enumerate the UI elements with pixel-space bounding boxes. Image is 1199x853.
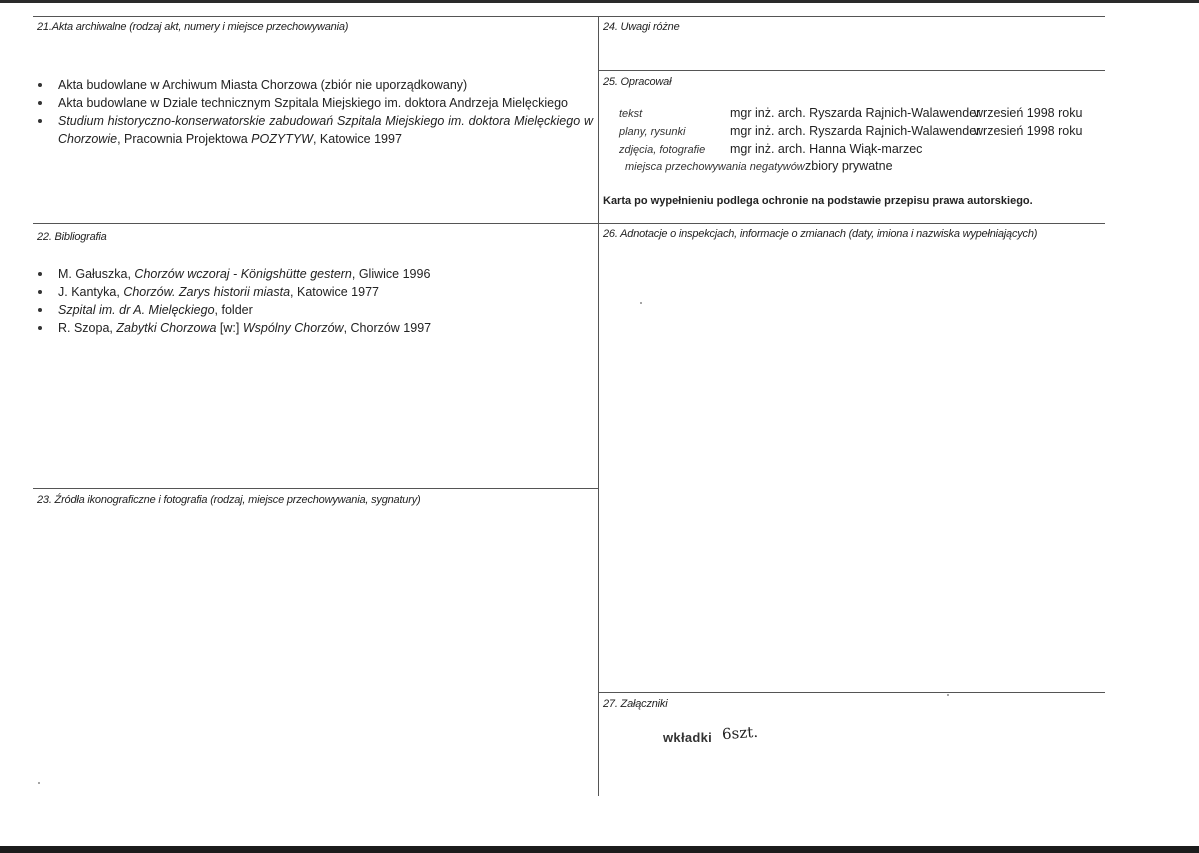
section-26-label: 26. Adnotacje o inspekcjach, informacje o zmianach (daty, imiona i nazwiska wypełniających) (603, 228, 1038, 240)
divider-26-27 (598, 692, 1105, 693)
list-item: Studium historyczno-konserwatorskie zabudowań Szpitala Miejskiego im. doktora Mielęckiego w Chorzowie, Pracownia Projektowa POZYTYW, Katowice 1997 (33, 112, 593, 148)
attachment-handwritten: 6szt. (721, 722, 759, 744)
divider-24-25 (598, 70, 1105, 71)
divider-21-22 (33, 223, 1105, 224)
attachment-printed: wkładki (663, 730, 713, 745)
credit-name: mgr inż. arch. Ryszarda Rajnich-Walawender (730, 124, 981, 138)
scan-edge-top (0, 0, 1199, 3)
credit-name: mgr inż. arch. Ryszarda Rajnich-Walawender (730, 106, 981, 120)
credit-role: tekst (619, 108, 643, 120)
section-27-label: 27. Załączniki (603, 698, 668, 710)
copyright-note: Karta po wypełnieniu podlega ochronie na podstawie przepisu prawa autorskiego. (603, 195, 1033, 207)
negatives-label: miejsca przechowywania negatywów (625, 161, 805, 173)
scan-edge-bottom (0, 846, 1199, 853)
list-item: Akta budowlane w Dziale technicznym Szpitala Miejskiego im. doktora Andrzeja Mielęckiego (33, 94, 593, 112)
credit-role: plany, rysunki (619, 126, 686, 138)
credit-date: wrzesień 1998 roku (974, 124, 1083, 138)
section-25-label: 25. Opracował (603, 76, 672, 88)
top-border (33, 16, 1105, 17)
section-22-list (33, 265, 593, 337)
credit-date: wrzesień 1998 roku (974, 106, 1083, 120)
list-item: Szpital im. dr A. Mielęckiego, folder (33, 301, 593, 319)
divider-22-23 (33, 488, 598, 489)
scan-speck (38, 782, 40, 784)
list-item: M. Gałuszka, Chorzów wczoraj - Königshütte gestern, Gliwice 1996 (33, 265, 593, 283)
section-21-list (33, 76, 593, 148)
center-divider (598, 16, 599, 796)
list-item: R. Szopa, Zabytki Chorzowa [w:] Wspólny Chorzów, Chorzów 1997 (33, 319, 593, 337)
list-item: J. Kantyka, Chorzów. Zarys historii miasta, Katowice 1977 (33, 283, 593, 301)
section-24-label: 24. Uwagi różne (603, 21, 680, 33)
list-item: Akta budowlane w Archiwum Miasta Chorzowa (zbiór nie uporządkowany) (33, 76, 593, 94)
section-21-label: 21.Akta archiwalne (rodzaj akt, numery i miejsce przechowywania) (37, 21, 349, 33)
section-23-label: 23. Źródła ikonograficzne i fotografia (rodzaj, miejsce przechowywania, sygnatury) (37, 494, 421, 506)
scan-speck (947, 694, 949, 696)
credit-name: mgr inż. arch. Hanna Wiąk-marzec (730, 142, 923, 156)
credit-role: zdjęcia, fotografie (619, 144, 706, 156)
section-22-label: 22. Bibliografia (37, 231, 107, 243)
negatives-value: zbiory prywatne (805, 159, 893, 173)
scan-speck (640, 302, 642, 304)
